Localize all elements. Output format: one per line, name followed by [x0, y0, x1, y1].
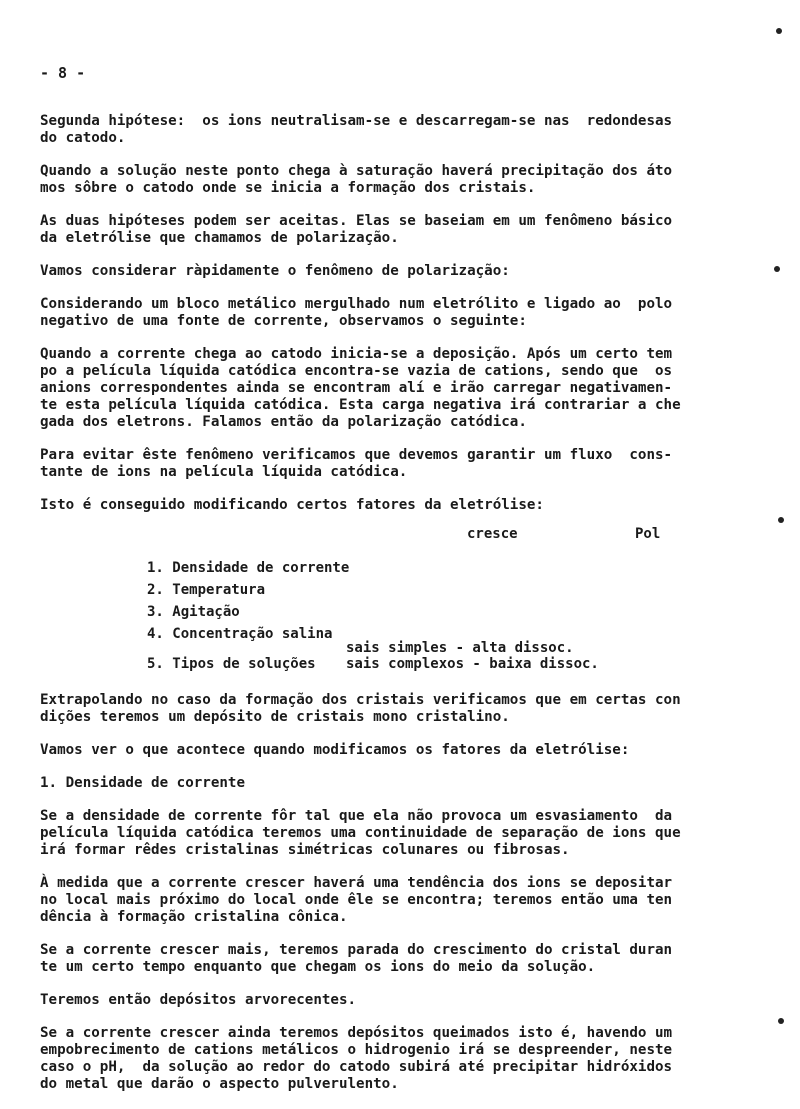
text-line: empobrecimento de cations metálicos o hidrogenio irá se despreender, neste — [40, 1042, 673, 1058]
factor-header-row — [40, 526, 730, 550]
factor-item: 5. Tipos de soluções — [147, 656, 316, 672]
text-line: mos sôbre o catodo onde se inicia a formação dos cristais. — [40, 180, 536, 196]
text-line: Isto é conseguido modificando certos fatores da eletrólise: — [40, 497, 544, 513]
text-line: anions correspondentes ainda se encontram alí e irão carregar negativamen- — [40, 380, 673, 396]
text-line: caso o pH, da solução ao redor do catodo subirá até precipitar hidróxidos — [40, 1059, 673, 1075]
paragraph — [40, 113, 730, 147]
paragraph — [40, 775, 730, 792]
text-line: Teremos então depósitos arvorecentes. — [40, 992, 357, 1008]
paragraph — [40, 263, 730, 280]
text-line: As duas hipóteses podem ser aceitas. Elas se baseiam em um fenômeno básico — [40, 213, 673, 229]
paragraph — [40, 447, 730, 481]
paragraph — [40, 742, 730, 759]
text-line: dições teremos um depósito de cristais mono cristalino. — [40, 709, 510, 725]
text-line: Vamos considerar ràpidamente o fenômeno de polarização: — [40, 263, 510, 279]
bottom-section — [40, 692, 730, 1093]
text-line: Vamos ver o que acontece quando modificamos os fatores da eletrólise: — [40, 742, 630, 758]
text-line: Extrapolando no caso da formação dos cristais verificamos que em certas con — [40, 692, 681, 708]
top-section — [40, 113, 730, 514]
paragraph — [40, 1025, 730, 1093]
factor-item: 4. Concentração salina — [147, 626, 333, 642]
paragraph — [40, 497, 730, 514]
text-line: Para evitar êste fenômeno verificamos que devemos garantir um fluxo cons- — [40, 447, 673, 463]
paragraph — [40, 346, 730, 431]
column-header-pol: Pol — [635, 526, 661, 542]
text-line: da eletrólise que chamamos de polarização. — [40, 230, 399, 246]
text-line: tante de ions na película líquida catódica. — [40, 464, 408, 480]
factor-note: sais complexos - baixa dissoc. — [346, 656, 599, 672]
text-line: po a película líquida catódica encontra-se vazia de cations, sendo que os — [40, 363, 673, 379]
text-line: do metal que darão o aspecto pulverulento. — [40, 1076, 399, 1092]
page-body — [40, 113, 730, 1109]
page-number: - 8 - — [40, 64, 86, 82]
text-line: te esta película líquida catódica. Esta carga negativa irá contrariar a che — [40, 397, 681, 413]
paragraph — [40, 213, 730, 247]
scan-speck — [776, 28, 782, 34]
text-line: Considerando um bloco metálico mergulhado num eletrólito e ligado ao polo — [40, 296, 673, 312]
text-line: 1. Densidade de corrente — [40, 775, 245, 791]
scan-speck — [774, 266, 780, 272]
scan-speck — [778, 1018, 784, 1024]
text-line: Se a corrente crescer ainda teremos depósitos queimados isto é, havendo um — [40, 1025, 673, 1041]
text-line: Quando a solução neste ponto chega à saturação haverá precipitação dos áto — [40, 163, 673, 179]
text-line: Quando a corrente chega ao catodo inicia-se a deposição. Após um certo tem — [40, 346, 673, 362]
text-line: Segunda hipótese: os ions neutralisam-se e descarregam-se nas redondesas — [40, 113, 673, 129]
scan-speck — [778, 517, 784, 523]
text-line: te um certo tempo enquanto que chegam os ions do meio da solução. — [40, 959, 596, 975]
factor-list — [40, 560, 730, 670]
column-header-cresce: cresce — [467, 526, 518, 542]
text-line: do catodo. — [40, 130, 126, 146]
text-line: Se a densidade de corrente fôr tal que ela não provoca um esvasiamento da — [40, 808, 673, 824]
text-line: dência à formação cristalina cônica. — [40, 909, 348, 925]
factor-note: sais simples - alta dissoc. — [346, 640, 574, 656]
text-line: gada dos eletrons. Falamos então da polarização catódica. — [40, 414, 527, 430]
paragraph — [40, 875, 730, 926]
text-line: À medida que a corrente crescer haverá uma tendência dos ions se depositar — [40, 875, 673, 891]
text-line: Se a corrente crescer mais, teremos parada do crescimento do cristal duran — [40, 942, 673, 958]
paragraph — [40, 296, 730, 330]
paragraph — [40, 992, 730, 1009]
paragraph — [40, 942, 730, 976]
text-line: película líquida catódica teremos uma continuidade de separação de ions que — [40, 825, 681, 841]
factor-item: 2. Temperatura — [147, 582, 266, 598]
text-line: negativo de uma fonte de corrente, observamos o seguinte: — [40, 313, 527, 329]
paragraph — [40, 163, 730, 197]
factor-item: 3. Agitação — [147, 604, 240, 620]
text-line: no local mais próximo do local onde êle se encontra; teremos então uma ten — [40, 892, 673, 908]
paragraph — [40, 692, 730, 726]
text-line: irá formar rêdes cristalinas simétricas colunares ou fibrosas. — [40, 842, 570, 858]
paragraph — [40, 808, 730, 859]
factor-item: 1. Densidade de corrente — [147, 560, 350, 576]
